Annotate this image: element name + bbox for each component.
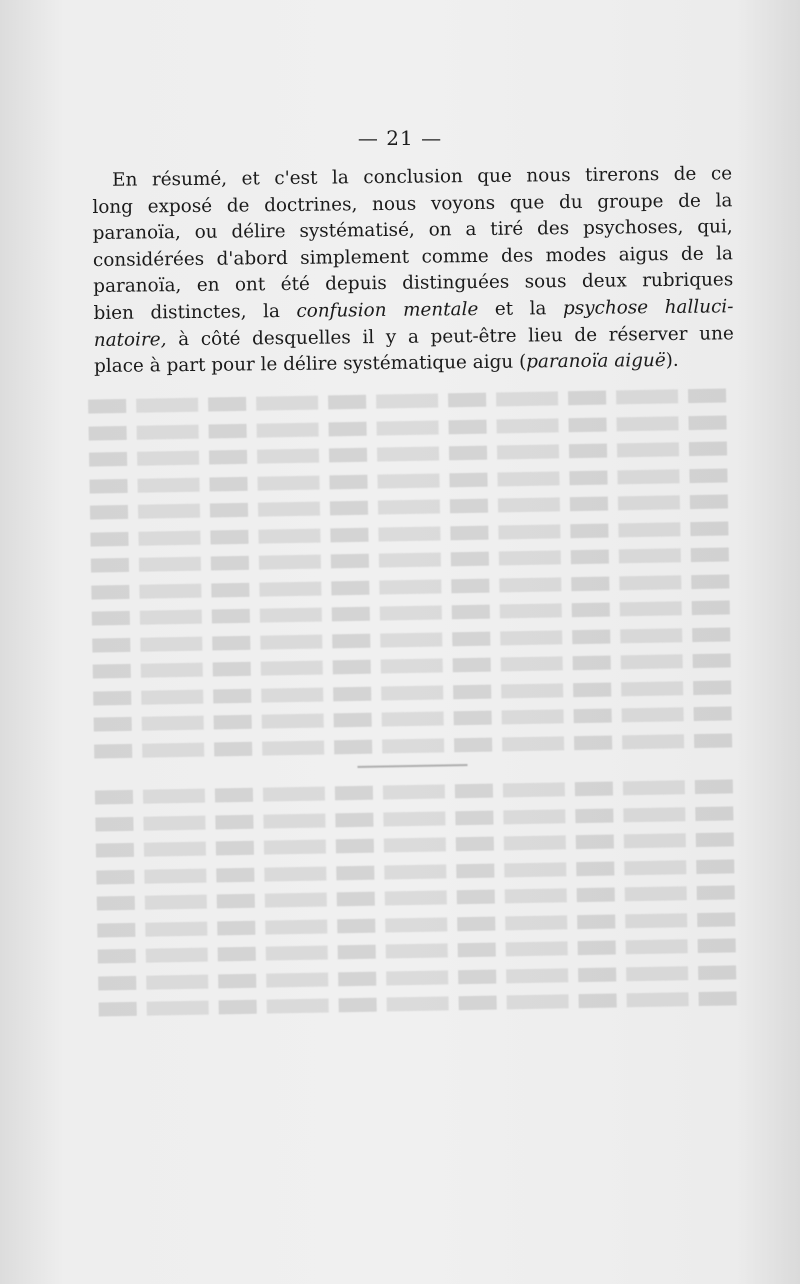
line-text: paranoïa, ou délire systématisé, on a tiré des psychoses, qui, [92, 216, 733, 245]
reverse-side-bleed-through [86, 382, 738, 1093]
italic-term: natoire, [93, 328, 167, 351]
line-text: En résumé, et c'est la conclusion que nous tirerons de ce [112, 163, 733, 191]
page-number: — 21 — [357, 126, 443, 150]
line-text: bien distinctes, la [93, 300, 297, 324]
line-text: long exposé de doctrines, nous voyons que du groupe de la [92, 189, 733, 218]
paragraph-line [94, 347, 734, 380]
italic-term: confusion mentale [296, 298, 479, 322]
line-text: considérées d'abord simplement comme des modes aigus de la [92, 243, 734, 271]
italic-term: paranoïa aiguë [526, 350, 666, 373]
italic-term: psychose halluci- [562, 296, 734, 320]
body-paragraph [92, 161, 734, 380]
line-text: à côté desquelles il y a peut-être lieu de réserver une [166, 322, 734, 350]
line-text: paranoïa, en ont été depuis distinguées sous deux rubriques [93, 269, 734, 298]
line-text: ). [665, 350, 679, 372]
line-text: place à part pour le délire systématique aigu ( [93, 351, 527, 378]
line-text: et la [478, 298, 564, 320]
